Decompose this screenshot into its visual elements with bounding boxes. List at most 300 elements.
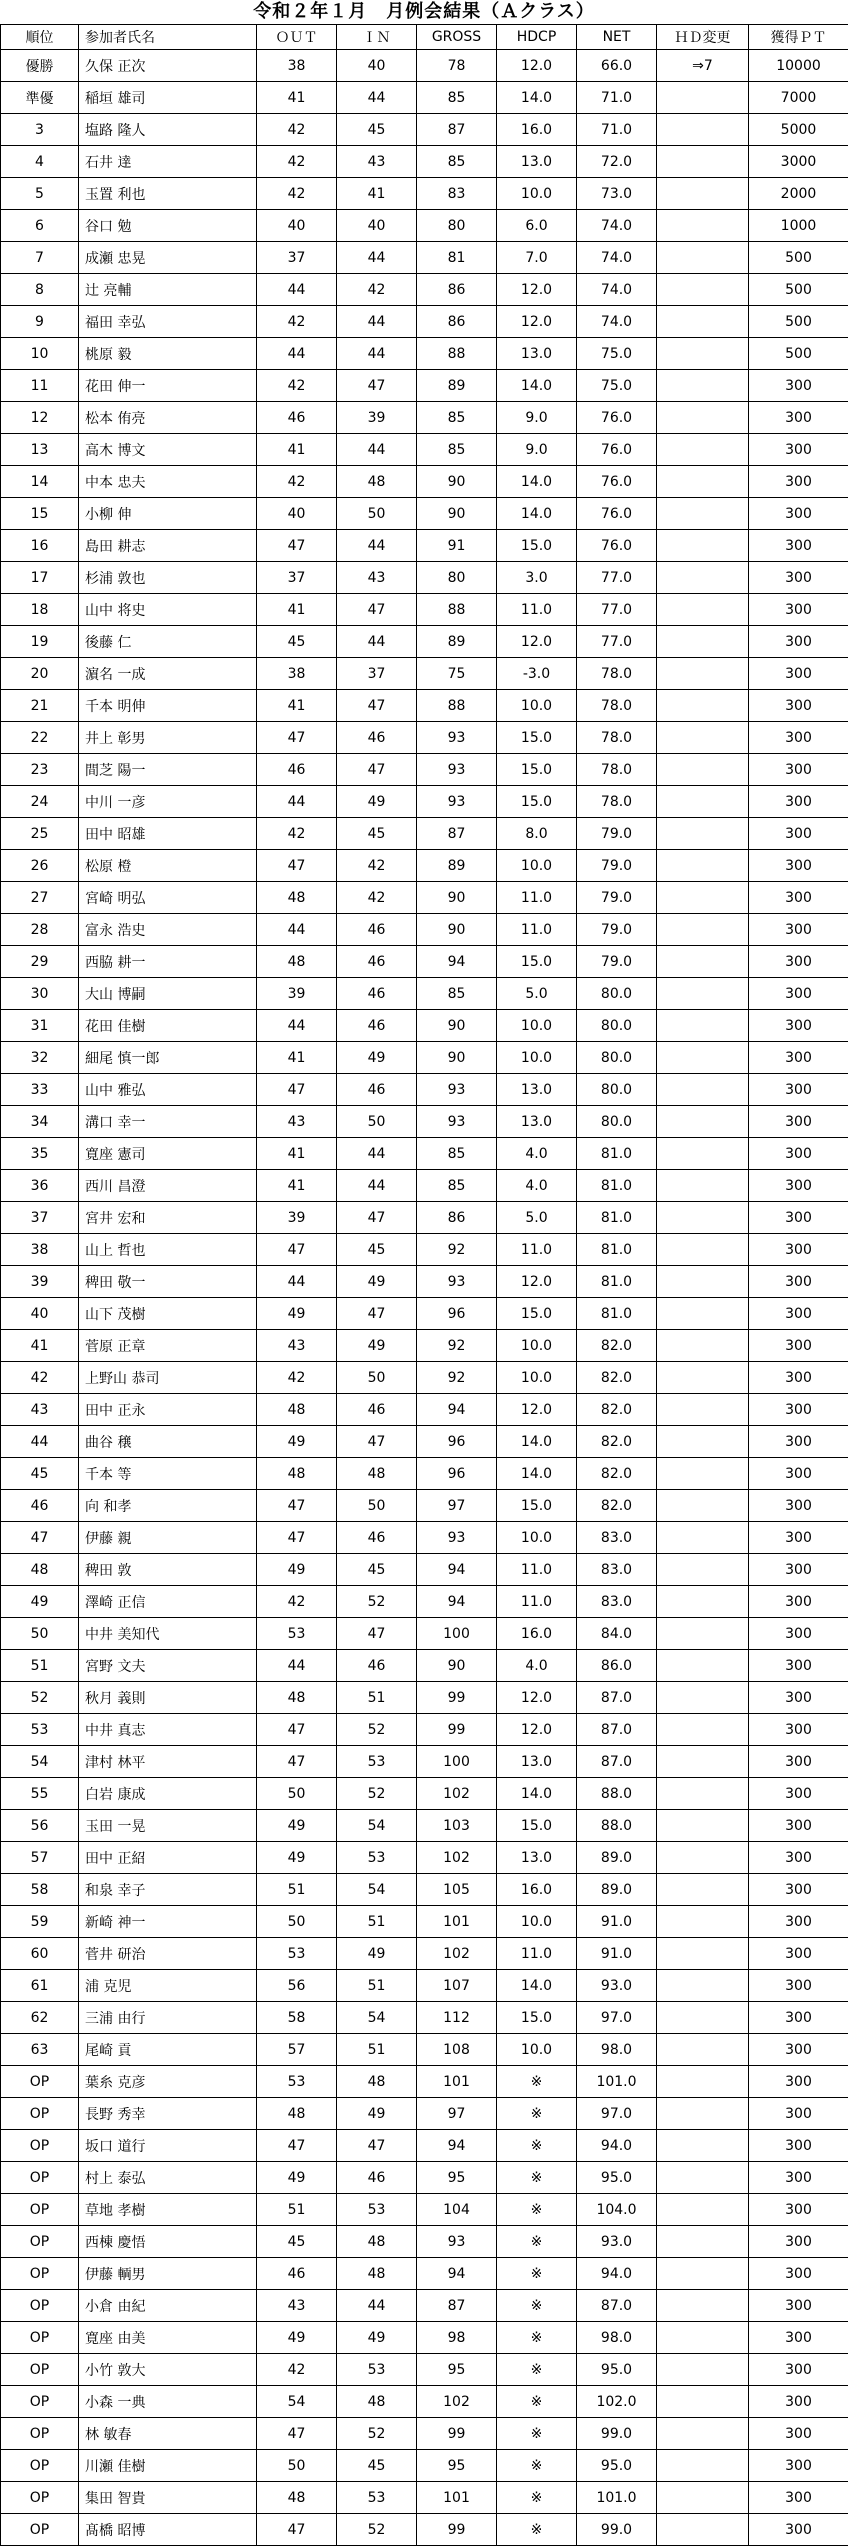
table-row: [1, 178, 848, 210]
table-row: [1, 882, 848, 914]
points-cell: 300: [749, 498, 848, 530]
points-cell: 300: [749, 1426, 848, 1458]
name-cell: 伊藤 親: [79, 1522, 257, 1554]
name-cell: 葉糸 克彦: [79, 2066, 257, 2098]
gross-cell: 85: [417, 978, 497, 1010]
out-cell: 42: [257, 370, 337, 402]
table-row: [1, 2130, 848, 2162]
gross-cell: 102: [417, 1842, 497, 1874]
name-cell: 西棟 慶悟: [79, 2226, 257, 2258]
name-cell: 山中 将史: [79, 594, 257, 626]
net-cell: 77.0: [577, 562, 657, 594]
name-cell: 新崎 神一: [79, 1906, 257, 1938]
out-cell: 48: [257, 946, 337, 978]
gross-cell: 85: [417, 82, 497, 114]
hd-change-cell: [657, 2322, 749, 2354]
rank-cell: 45: [1, 1458, 79, 1490]
gross-cell: 89: [417, 626, 497, 658]
rank-cell: 51: [1, 1650, 79, 1682]
rank-cell: OP: [1, 2098, 79, 2130]
net-cell: 79.0: [577, 850, 657, 882]
gross-cell: 93: [417, 1522, 497, 1554]
rank-cell: 28: [1, 914, 79, 946]
hd-change-cell: [657, 274, 749, 306]
out-cell: 46: [257, 754, 337, 786]
in-cell: 47: [337, 1202, 417, 1234]
in-cell: 45: [337, 1554, 417, 1586]
rank-cell: 9: [1, 306, 79, 338]
hdcp-cell: 15.0: [497, 530, 577, 562]
rank-cell: 8: [1, 274, 79, 306]
in-cell: 51: [337, 1682, 417, 1714]
in-cell: 43: [337, 562, 417, 594]
rank-cell: 47: [1, 1522, 79, 1554]
table-row: [1, 530, 848, 562]
name-cell: 中本 忠夫: [79, 466, 257, 498]
gross-cell: 98: [417, 2322, 497, 2354]
table-row: [1, 1234, 848, 1266]
gross-cell: 85: [417, 146, 497, 178]
out-cell: 56: [257, 1970, 337, 2002]
gross-cell: 99: [417, 2514, 497, 2546]
in-cell: 51: [337, 1970, 417, 2002]
hdcp-cell: 6.0: [497, 210, 577, 242]
net-cell: 74.0: [577, 274, 657, 306]
hd-change-cell: [657, 1010, 749, 1042]
gross-cell: 99: [417, 1714, 497, 1746]
hdcp-cell: 11.0: [497, 1554, 577, 1586]
name-cell: 長野 秀幸: [79, 2098, 257, 2130]
out-cell: 41: [257, 690, 337, 722]
points-cell: 300: [749, 2226, 848, 2258]
in-cell: 47: [337, 1426, 417, 1458]
hd-change-cell: [657, 2066, 749, 2098]
name-cell: 宮井 宏和: [79, 1202, 257, 1234]
rank-cell: 15: [1, 498, 79, 530]
gross-cell: 86: [417, 274, 497, 306]
name-cell: 桃原 毅: [79, 338, 257, 370]
hdcp-cell: ※: [497, 2226, 577, 2258]
gross-cell: 88: [417, 338, 497, 370]
name-cell: 稗田 敬一: [79, 1266, 257, 1298]
hd-change-cell: [657, 1490, 749, 1522]
gross-cell: 90: [417, 498, 497, 530]
points-cell: 300: [749, 626, 848, 658]
hdcp-cell: 12.0: [497, 626, 577, 658]
hdcp-cell: 12.0: [497, 50, 577, 82]
name-cell: 後藤 仁: [79, 626, 257, 658]
header-gross: GROSS: [417, 25, 497, 50]
points-cell: 300: [749, 914, 848, 946]
hd-change-cell: [657, 1266, 749, 1298]
name-cell: 溝口 幸一: [79, 1106, 257, 1138]
hd-change-cell: [657, 1554, 749, 1586]
in-cell: 44: [337, 82, 417, 114]
rank-cell: 35: [1, 1138, 79, 1170]
name-cell: 髙橋 昭博: [79, 2514, 257, 2546]
out-cell: 42: [257, 466, 337, 498]
in-cell: 44: [337, 338, 417, 370]
net-cell: 80.0: [577, 1074, 657, 1106]
name-cell: 小柳 伸: [79, 498, 257, 530]
rank-cell: OP: [1, 2322, 79, 2354]
hd-change-cell: [657, 2386, 749, 2418]
hdcp-cell: 16.0: [497, 1874, 577, 1906]
rank-cell: 37: [1, 1202, 79, 1234]
rank-cell: OP: [1, 2450, 79, 2482]
points-cell: 300: [749, 1682, 848, 1714]
name-cell: 澤崎 正信: [79, 1586, 257, 1618]
hdcp-cell: 15.0: [497, 1298, 577, 1330]
in-cell: 52: [337, 2418, 417, 2450]
out-cell: 47: [257, 530, 337, 562]
table-row: [1, 210, 848, 242]
table-row: [1, 2258, 848, 2290]
out-cell: 49: [257, 1298, 337, 1330]
in-cell: 53: [337, 2194, 417, 2226]
name-cell: 菅井 研治: [79, 1938, 257, 1970]
rank-cell: 16: [1, 530, 79, 562]
in-cell: 44: [337, 2290, 417, 2322]
rank-cell: 18: [1, 594, 79, 626]
in-cell: 49: [337, 2322, 417, 2354]
hd-change-cell: [657, 2226, 749, 2258]
out-cell: 49: [257, 1554, 337, 1586]
hd-change-cell: [657, 1138, 749, 1170]
rank-cell: OP: [1, 2354, 79, 2386]
hd-change-cell: [657, 2290, 749, 2322]
hdcp-cell: ※: [497, 2130, 577, 2162]
in-cell: 47: [337, 594, 417, 626]
out-cell: 47: [257, 1074, 337, 1106]
points-cell: 300: [749, 1138, 848, 1170]
in-cell: 40: [337, 210, 417, 242]
out-cell: 49: [257, 2322, 337, 2354]
points-cell: 300: [749, 1714, 848, 1746]
hdcp-cell: 13.0: [497, 146, 577, 178]
table-row: [1, 1874, 848, 1906]
gross-cell: 93: [417, 1106, 497, 1138]
out-cell: 42: [257, 146, 337, 178]
table-row: [1, 2034, 848, 2066]
hdcp-cell: ※: [497, 2482, 577, 2514]
rank-cell: OP: [1, 2066, 79, 2098]
rank-cell: 49: [1, 1586, 79, 1618]
in-cell: 45: [337, 1234, 417, 1266]
hdcp-cell: 11.0: [497, 1234, 577, 1266]
out-cell: 50: [257, 2450, 337, 2482]
hdcp-cell: 12.0: [497, 1266, 577, 1298]
table-row: [1, 818, 848, 850]
gross-cell: 92: [417, 1234, 497, 1266]
name-cell: 坂口 道行: [79, 2130, 257, 2162]
rank-cell: OP: [1, 2290, 79, 2322]
hd-change-cell: [657, 1106, 749, 1138]
name-cell: 福田 幸弘: [79, 306, 257, 338]
rank-cell: 3: [1, 114, 79, 146]
gross-cell: 97: [417, 2098, 497, 2130]
name-cell: 和泉 幸子: [79, 1874, 257, 1906]
name-cell: 山上 哲也: [79, 1234, 257, 1266]
in-cell: 49: [337, 1330, 417, 1362]
table-row: [1, 370, 848, 402]
gross-cell: 87: [417, 818, 497, 850]
out-cell: 45: [257, 626, 337, 658]
gross-cell: 85: [417, 1170, 497, 1202]
in-cell: 50: [337, 1362, 417, 1394]
in-cell: 45: [337, 818, 417, 850]
rank-cell: 44: [1, 1426, 79, 1458]
net-cell: 95.0: [577, 2354, 657, 2386]
net-cell: 77.0: [577, 626, 657, 658]
out-cell: 47: [257, 2418, 337, 2450]
in-cell: 49: [337, 1042, 417, 1074]
rank-cell: 25: [1, 818, 79, 850]
out-cell: 43: [257, 2290, 337, 2322]
name-cell: 小森 一典: [79, 2386, 257, 2418]
net-cell: 99.0: [577, 2514, 657, 2546]
out-cell: 40: [257, 210, 337, 242]
net-cell: 82.0: [577, 1394, 657, 1426]
table-row: [1, 338, 848, 370]
hdcp-cell: 12.0: [497, 1714, 577, 1746]
rank-cell: 11: [1, 370, 79, 402]
points-cell: 300: [749, 1106, 848, 1138]
table-row: [1, 1554, 848, 1586]
hd-change-cell: [657, 722, 749, 754]
hdcp-cell: 5.0: [497, 1202, 577, 1234]
points-cell: 300: [749, 370, 848, 402]
points-cell: 10000: [749, 50, 848, 82]
rank-cell: 55: [1, 1778, 79, 1810]
points-cell: 300: [749, 818, 848, 850]
points-cell: 300: [749, 786, 848, 818]
out-cell: 53: [257, 1938, 337, 1970]
hdcp-cell: 4.0: [497, 1170, 577, 1202]
table-row: [1, 2322, 848, 2354]
out-cell: 42: [257, 2354, 337, 2386]
points-cell: 300: [749, 466, 848, 498]
in-cell: 48: [337, 1458, 417, 1490]
hd-change-cell: [657, 1746, 749, 1778]
rank-cell: 準優: [1, 82, 79, 114]
rank-cell: 42: [1, 1362, 79, 1394]
out-cell: 48: [257, 2482, 337, 2514]
net-cell: 82.0: [577, 1490, 657, 1522]
hd-change-cell: [657, 2162, 749, 2194]
net-cell: 91.0: [577, 1938, 657, 1970]
points-cell: 300: [749, 594, 848, 626]
hdcp-cell: 11.0: [497, 1586, 577, 1618]
name-cell: 村上 泰弘: [79, 2162, 257, 2194]
points-cell: 300: [749, 1458, 848, 1490]
in-cell: 50: [337, 1490, 417, 1522]
rank-cell: 46: [1, 1490, 79, 1522]
rank-cell: OP: [1, 2194, 79, 2226]
gross-cell: 105: [417, 1874, 497, 1906]
name-cell: 間芝 陽一: [79, 754, 257, 786]
net-cell: 97.0: [577, 2002, 657, 2034]
net-cell: 87.0: [577, 2290, 657, 2322]
points-cell: 300: [749, 402, 848, 434]
rank-cell: 30: [1, 978, 79, 1010]
rank-cell: 56: [1, 1810, 79, 1842]
table-row: [1, 1810, 848, 1842]
net-cell: 81.0: [577, 1138, 657, 1170]
in-cell: 48: [337, 2258, 417, 2290]
net-cell: 82.0: [577, 1362, 657, 1394]
name-cell: 玉田 一晃: [79, 1810, 257, 1842]
out-cell: 48: [257, 2098, 337, 2130]
table-row: [1, 242, 848, 274]
in-cell: 41: [337, 178, 417, 210]
rank-cell: 14: [1, 466, 79, 498]
name-cell: 久保 正次: [79, 50, 257, 82]
in-cell: 45: [337, 2450, 417, 2482]
hdcp-cell: 10.0: [497, 1362, 577, 1394]
gross-cell: 96: [417, 1298, 497, 1330]
net-cell: 78.0: [577, 786, 657, 818]
hd-change-cell: [657, 626, 749, 658]
out-cell: 39: [257, 1202, 337, 1234]
rank-cell: 21: [1, 690, 79, 722]
points-cell: 300: [749, 1906, 848, 1938]
header-hd-change: ＨＤ変更: [657, 25, 749, 50]
net-cell: 89.0: [577, 1842, 657, 1874]
in-cell: 40: [337, 50, 417, 82]
net-cell: 79.0: [577, 882, 657, 914]
rank-cell: OP: [1, 2258, 79, 2290]
gross-cell: 99: [417, 2418, 497, 2450]
rank-cell: 22: [1, 722, 79, 754]
table-row: [1, 2354, 848, 2386]
hdcp-cell: 15.0: [497, 754, 577, 786]
table-row: [1, 1682, 848, 1714]
hd-change-cell: [657, 146, 749, 178]
rank-cell: OP: [1, 2418, 79, 2450]
points-cell: 300: [749, 2322, 848, 2354]
net-cell: 80.0: [577, 1042, 657, 1074]
hdcp-cell: 13.0: [497, 1074, 577, 1106]
hdcp-cell: ※: [497, 2194, 577, 2226]
out-cell: 44: [257, 1266, 337, 1298]
name-cell: 千本 等: [79, 1458, 257, 1490]
out-cell: 48: [257, 882, 337, 914]
hd-change-cell: [657, 1970, 749, 2002]
hd-change-cell: [657, 1202, 749, 1234]
in-cell: 51: [337, 2034, 417, 2066]
in-cell: 53: [337, 2482, 417, 2514]
points-cell: 300: [749, 690, 848, 722]
name-cell: 菅原 正章: [79, 1330, 257, 1362]
in-cell: 47: [337, 754, 417, 786]
hd-change-cell: [657, 2418, 749, 2450]
table-row: [1, 498, 848, 530]
gross-cell: 102: [417, 2386, 497, 2418]
in-cell: 52: [337, 1778, 417, 1810]
points-cell: 300: [749, 1074, 848, 1106]
gross-cell: 85: [417, 1138, 497, 1170]
gross-cell: 92: [417, 1330, 497, 1362]
in-cell: 47: [337, 370, 417, 402]
hd-change-cell: [657, 1074, 749, 1106]
in-cell: 49: [337, 786, 417, 818]
in-cell: 50: [337, 498, 417, 530]
points-cell: 300: [749, 2162, 848, 2194]
gross-cell: 91: [417, 530, 497, 562]
table-row: [1, 1394, 848, 1426]
net-cell: 98.0: [577, 2034, 657, 2066]
net-cell: 78.0: [577, 722, 657, 754]
name-cell: 尾崎 貢: [79, 2034, 257, 2066]
net-cell: 81.0: [577, 1202, 657, 1234]
gross-cell: 86: [417, 1202, 497, 1234]
net-cell: 104.0: [577, 2194, 657, 2226]
hd-change-cell: [657, 466, 749, 498]
hdcp-cell: 13.0: [497, 1842, 577, 1874]
rank-cell: 4: [1, 146, 79, 178]
in-cell: 49: [337, 1266, 417, 1298]
points-cell: 300: [749, 754, 848, 786]
points-cell: 300: [749, 1394, 848, 1426]
table-row: [1, 466, 848, 498]
points-cell: 300: [749, 2450, 848, 2482]
gross-cell: 90: [417, 914, 497, 946]
net-cell: 74.0: [577, 210, 657, 242]
in-cell: 43: [337, 146, 417, 178]
rank-cell: 58: [1, 1874, 79, 1906]
hdcp-cell: ※: [497, 2322, 577, 2354]
in-cell: 48: [337, 2386, 417, 2418]
name-cell: 川瀬 佳樹: [79, 2450, 257, 2482]
table-row: [1, 1970, 848, 2002]
points-cell: 300: [749, 978, 848, 1010]
net-cell: 87.0: [577, 1714, 657, 1746]
name-cell: 稲垣 雄司: [79, 82, 257, 114]
points-cell: 300: [749, 1170, 848, 1202]
net-cell: 79.0: [577, 914, 657, 946]
header-row: [1, 25, 848, 50]
net-cell: 76.0: [577, 530, 657, 562]
hd-change-cell: [657, 2514, 749, 2546]
gross-cell: 107: [417, 1970, 497, 2002]
net-cell: 86.0: [577, 1650, 657, 1682]
points-cell: 300: [749, 882, 848, 914]
table-row: [1, 786, 848, 818]
name-cell: 小竹 敦大: [79, 2354, 257, 2386]
hdcp-cell: 9.0: [497, 434, 577, 466]
hdcp-cell: 11.0: [497, 914, 577, 946]
in-cell: 46: [337, 1394, 417, 1426]
hdcp-cell: 7.0: [497, 242, 577, 274]
name-cell: 伊藤 輌男: [79, 2258, 257, 2290]
hd-change-cell: [657, 1778, 749, 1810]
gross-cell: 102: [417, 1938, 497, 1970]
gross-cell: 93: [417, 2226, 497, 2258]
out-cell: 39: [257, 978, 337, 1010]
hdcp-cell: 4.0: [497, 1138, 577, 1170]
hd-change-cell: [657, 754, 749, 786]
in-cell: 46: [337, 946, 417, 978]
gross-cell: 97: [417, 1490, 497, 1522]
hd-change-cell: [657, 498, 749, 530]
table-row: [1, 1330, 848, 1362]
in-cell: 37: [337, 658, 417, 690]
net-cell: 72.0: [577, 146, 657, 178]
gross-cell: 101: [417, 2066, 497, 2098]
out-cell: 41: [257, 1042, 337, 1074]
net-cell: 98.0: [577, 2322, 657, 2354]
